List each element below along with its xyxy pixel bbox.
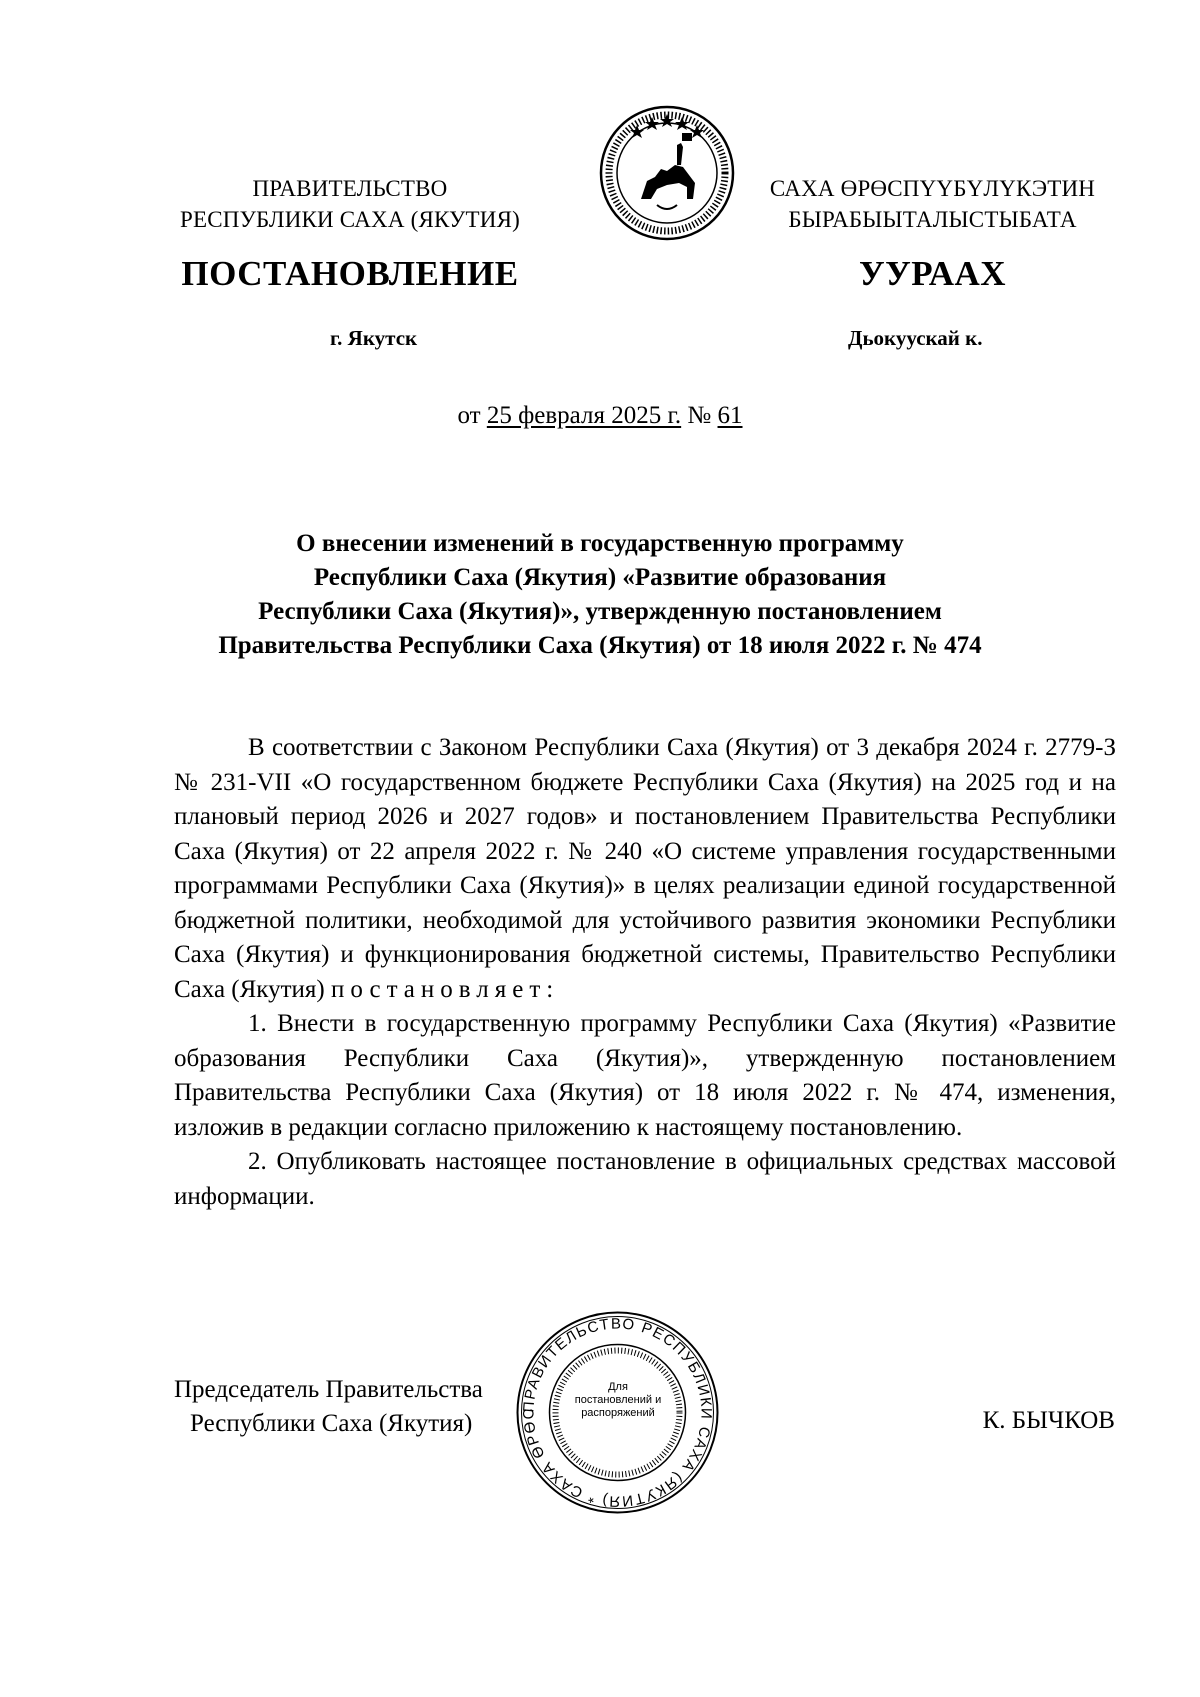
header-right-line1: САХА ӨРӨСПҮҮБҮЛҮКЭТИН [769,176,1096,201]
header-right-line2: БЫРАБЫЫТАЛЫСТЫБАТА [788,207,1077,232]
title-line4: Правительства Республики Саха (Якутия) от 18 июля 2022 г. № 474 [218,632,982,659]
position-line2: Республики Саха (Якутия) [190,1410,473,1437]
item-2: 2. Опубликовать настоящее постановление в официальных средствах массовой информации. [174,1148,1116,1210]
place-left: г. Якутск [330,326,418,350]
seal-inner-line2: постановлений и [574,1394,662,1406]
signatory-name: К. БЫЧКОВ [982,1407,1115,1434]
document-body [174,731,1116,1214]
preamble-paragraph [174,731,1116,1007]
place-right: Дьокуускай к. [848,326,983,350]
title-line3: Республики Саха (Якутия)», утвержденную постановлением [258,598,942,625]
header-left-line2: РЕСПУБЛИКИ САХА (ЯКУТИЯ) [179,207,521,232]
header-left-line1: ПРАВИТЕЛЬСТВО [252,176,448,201]
seal-ring-text: ПРАВИТЕЛЬСТВО РЕСПУБЛИКИ САХА (ЯКУТИЯ) * САХА ӨРӨС [520,1315,715,1510]
header-right [745,173,1120,235]
seal-inner-line3: распоряжений [581,1407,655,1419]
coat-of-arms-icon [597,103,737,243]
title-line1: О внесении изменений в государственную программу [296,530,904,557]
preamble-text: В соответствии с Законом Республики Саха (Якутия) от 3 декабря 2024 г. 2779-З № 231-VII «О государственном бюджете Республики Саха (Якутия) на 2025 год и на плановый период 2026 и 2027 годов» и постановлением Правительства Республики Саха (Якутия) от 22 апреля 2022 г. № 240 «О системе управления государственными программами Республики Саха (Якутия)» в целях реализации единой государственной бюджетной политики, необходимой для устойчивого развития экономики Республики Саха (Якутия) и функционирования бюджетной системы, Правительство Республики Саха (Якутия) [174,734,1116,1003]
item-1: 1. Внести в государственную программу Республики Саха (Якутия) «Развитие образования Республики Саха (Якутия)», утвержденную постановлением Правительства Республики Саха (Якутия) от 18 июля 2022 г. № 474, изменения, изложив в редакции согласно приложению к настоящему постановлению. [174,1010,1116,1141]
doctype-right: УУРААХ [858,254,1007,293]
document-number: 61 [717,402,743,429]
number-sign: № [687,402,712,429]
signatory-position [174,1373,483,1441]
seal-inner-text [557,1381,679,1420]
doctype-left: ПОСТАНОВЛЕНИЕ [181,254,519,293]
title-line2: Республики Саха (Якутия) «Развитие образования [313,564,887,591]
document-title [175,527,1025,663]
header-left [150,173,550,235]
seal-inner-line1: Для [608,1381,628,1393]
date-prefix: от [457,402,481,429]
decree-word: постановляет: [330,975,560,1003]
document-date: 25 февраля 2025 г. [486,402,682,429]
date-line [0,402,1200,430]
position-line1: Председатель Правительства [174,1376,483,1403]
